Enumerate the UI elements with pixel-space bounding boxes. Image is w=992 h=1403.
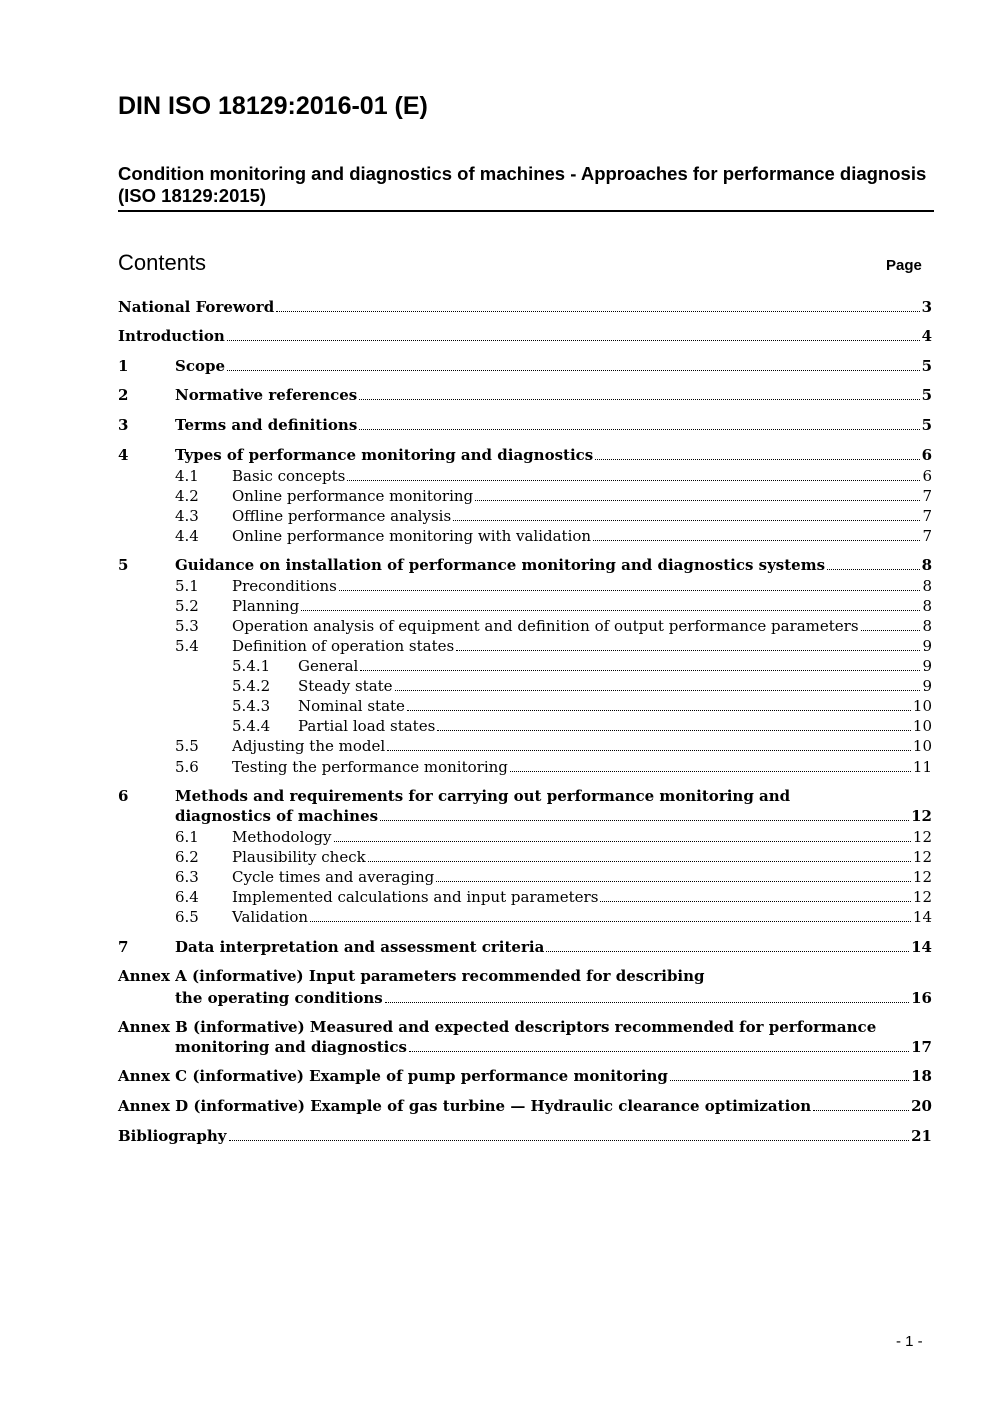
dot-leader	[595, 459, 919, 460]
toc-entry-page: 17	[911, 1038, 932, 1056]
toc-entry-section-4-2[interactable]	[118, 486, 932, 506]
toc-entry-section-1[interactable]	[118, 356, 932, 376]
toc-entry-number: 6.4	[175, 888, 199, 906]
dot-leader	[510, 771, 911, 772]
toc-entry-annex-a-line-2[interactable]	[118, 988, 932, 1008]
toc-entry-number: 4.2	[175, 487, 199, 505]
toc-entry-label: Online performance monitoring with validation	[232, 527, 592, 545]
toc-entry-number: 5.3	[175, 617, 199, 635]
dot-leader	[227, 340, 920, 341]
toc-entry-section-7[interactable]	[118, 937, 932, 957]
toc-entry-introduction[interactable]	[118, 326, 932, 346]
toc-entry-label: Definition of operation states	[232, 637, 455, 655]
toc-entry-page: 6	[921, 446, 932, 464]
toc-entry-page: 10	[912, 737, 932, 755]
toc-entry-section-5[interactable]	[118, 555, 932, 575]
toc-entry-section-6-1[interactable]	[118, 827, 932, 847]
toc-entry-page: 9	[922, 677, 932, 695]
toc-entry-section-5-6[interactable]	[118, 757, 932, 777]
toc-entry-section-5-4-2[interactable]	[118, 676, 932, 696]
toc-entry-number: 5.4.2	[232, 677, 271, 695]
toc-entry-section-6-line-1[interactable]	[118, 786, 932, 806]
toc-entry-number: 6.5	[175, 908, 199, 926]
toc-entry-number: 5.5	[175, 737, 199, 755]
dot-leader	[310, 921, 911, 922]
toc-entry-label: Planning	[232, 597, 300, 615]
toc-entry-page: 7	[922, 487, 932, 505]
dot-leader	[229, 1140, 910, 1141]
toc-entry-section-6-2[interactable]	[118, 847, 932, 867]
toc-entry-number: 4.3	[175, 507, 199, 525]
toc-entry-label: Implemented calculations and input parameters	[232, 888, 599, 906]
toc-entry-national-foreword[interactable]	[118, 297, 932, 317]
toc-entry-label: Cycle times and averaging	[232, 868, 435, 886]
toc-entry-page: 12	[911, 807, 932, 825]
dot-leader	[475, 500, 920, 501]
toc-entry-label: National Foreword	[118, 298, 275, 316]
toc-entry-section-4-3[interactable]	[118, 506, 932, 526]
toc-entry-number: 7	[118, 938, 129, 956]
toc-entry-page: 8	[922, 617, 932, 635]
dot-leader	[347, 480, 920, 481]
toc-entry-label: Bibliography	[118, 1127, 227, 1145]
toc-entry-section-5-3[interactable]	[118, 616, 932, 636]
toc-entry-label: Operation analysis of equipment and definition of output performance parameters	[232, 617, 859, 635]
toc-entry-page: 12	[912, 868, 932, 886]
toc-entry-label: Annex D (informative) Example of gas turbine — Hydraulic clearance optimization	[118, 1097, 812, 1115]
toc-entry-page: 8	[921, 556, 932, 574]
dot-leader	[437, 730, 911, 731]
toc-entry-label: General	[298, 657, 359, 675]
toc-entry-label: Nominal state	[298, 697, 405, 715]
toc-entry-number: 6	[118, 787, 129, 805]
dot-leader	[276, 311, 919, 312]
toc-entry-label: Annex B (informative) Measured and expected descriptors recommended for performance	[118, 1018, 877, 1036]
dot-leader	[409, 1051, 909, 1052]
document-title: DIN ISO 18129:2016-01 (E)	[118, 92, 428, 120]
dot-leader	[546, 951, 909, 952]
toc-entry-label: Preconditions	[232, 577, 337, 595]
toc-entry-section-6-3[interactable]	[118, 867, 932, 887]
dot-leader	[339, 590, 921, 591]
toc-entry-page: 4	[921, 327, 932, 345]
toc-entry-number: 3	[118, 416, 129, 434]
dot-leader	[380, 820, 909, 821]
toc-entry-page: 12	[912, 828, 932, 846]
toc-entry-number: 4.4	[175, 527, 199, 545]
toc-entry-section-4-4[interactable]	[118, 526, 932, 546]
dot-leader	[368, 861, 911, 862]
toc-entry-page: 18	[911, 1067, 932, 1085]
dot-leader	[407, 710, 911, 711]
toc-entry-number: 5.4	[175, 637, 199, 655]
dot-leader	[827, 569, 920, 570]
dot-leader	[359, 429, 919, 430]
toc-entry-annex-b-line-2[interactable]	[118, 1037, 932, 1057]
toc-entry-label: Annex A (informative) Input parameters recommended for describing	[118, 967, 705, 985]
toc-entry-number: 5.4.3	[232, 697, 271, 715]
dot-leader	[861, 630, 921, 631]
toc-entry-number: 5.4.4	[232, 717, 271, 735]
toc-entry-annex-b-line-1[interactable]	[118, 1017, 932, 1037]
toc-entry-section-3[interactable]	[118, 415, 932, 435]
toc-entry-label: Partial load states	[298, 717, 436, 735]
dot-leader	[227, 370, 920, 371]
toc-entry-bibliography[interactable]	[118, 1126, 932, 1146]
page-number: - 1 -	[896, 1333, 923, 1350]
toc-entry-annex-d[interactable]	[118, 1096, 932, 1116]
toc-entry-page: 8	[922, 597, 932, 615]
toc-entry-label: Offline performance analysis	[232, 507, 452, 525]
toc-entry-page: 5	[921, 416, 932, 434]
page-column-heading: Page	[886, 257, 922, 274]
toc-entry-page: 7	[922, 507, 932, 525]
toc-entry-page: 11	[912, 758, 932, 776]
toc-entry-section-6-line-2[interactable]	[118, 806, 932, 826]
dot-leader	[453, 520, 920, 521]
toc-entry-label: Introduction	[118, 327, 225, 345]
toc-entry-page: 14	[912, 908, 932, 926]
dot-leader	[301, 610, 920, 611]
toc-entry-label: Plausibility check	[232, 848, 366, 866]
toc-entry-label: monitoring and diagnostics	[175, 1038, 407, 1056]
toc-entry-page: 5	[921, 357, 932, 375]
toc-entry-page: 12	[912, 848, 932, 866]
toc-entry-section-6-5[interactable]	[118, 907, 932, 927]
toc-entry-page: 8	[922, 577, 932, 595]
toc-entry-section-5-5[interactable]	[118, 736, 932, 756]
toc-entry-number: 5.6	[175, 758, 199, 776]
toc-entry-label: Methodology	[232, 828, 332, 846]
toc-entry-label: Validation	[232, 908, 309, 926]
toc-entry-page: 12	[912, 888, 932, 906]
toc-entry-page: 9	[922, 637, 932, 655]
toc-entry-label: Types of performance monitoring and diagnostics	[175, 446, 594, 464]
toc-entry-page: 10	[912, 697, 932, 715]
dot-leader	[436, 881, 911, 882]
toc-entry-label: Terms and definitions	[175, 416, 358, 434]
toc-entry-page: 16	[911, 989, 932, 1007]
toc-entry-number: 1	[118, 357, 129, 375]
toc-entry-label: Steady state	[298, 677, 393, 695]
toc-entry-label: Adjusting the model	[232, 737, 386, 755]
dot-leader	[670, 1080, 909, 1081]
toc-entry-annex-c[interactable]	[118, 1066, 932, 1086]
toc-entry-section-5-2[interactable]	[118, 596, 932, 616]
dot-leader	[334, 841, 911, 842]
toc-entry-page: 21	[911, 1127, 932, 1145]
contents-heading: Contents	[118, 250, 207, 275]
toc-entry-section-4[interactable]	[118, 445, 932, 465]
toc-entry-number: 5.1	[175, 577, 199, 595]
toc-entry-number: 4.1	[175, 467, 199, 485]
toc-entry-page: 10	[912, 717, 932, 735]
document-subtitle: Condition monitoring and diagnostics of machines - Approaches for performance diagnosis (ISO 18129:2015)	[118, 163, 927, 206]
toc-entry-number: 6.2	[175, 848, 199, 866]
toc-entry-label: Online performance monitoring	[232, 487, 474, 505]
toc-entry-section-5-1[interactable]	[118, 576, 932, 596]
toc-entry-number: 4	[118, 446, 129, 464]
toc-entry-label: Annex C (informative) Example of pump performance monitoring	[118, 1067, 668, 1085]
toc-entry-page: 5	[921, 386, 932, 404]
toc-entry-label: Scope	[175, 357, 226, 375]
toc-entry-section-5-4-1[interactable]	[118, 656, 932, 676]
toc-entry-annex-a-line-1[interactable]	[118, 966, 932, 986]
dot-leader	[360, 670, 920, 671]
toc-entry-page: 7	[922, 527, 932, 545]
toc-entry-label: Methods and requirements for carrying out performance monitoring and	[175, 787, 791, 805]
toc-entry-page: 20	[911, 1097, 932, 1115]
toc-entry-number: 6.1	[175, 828, 199, 846]
toc-entry-page: 6	[922, 467, 932, 485]
subtitle-divider	[118, 210, 934, 212]
toc-entry-label: Guidance on installation of performance monitoring and diagnostics systems	[175, 556, 826, 574]
toc-entry-section-5-4-4[interactable]	[118, 716, 932, 736]
dot-leader	[395, 690, 921, 691]
dot-leader	[600, 901, 910, 902]
toc-entry-label: Data interpretation and assessment criteria	[175, 938, 545, 956]
toc-entry-number: 6.3	[175, 868, 199, 886]
toc-entry-number: 5.4.1	[232, 657, 271, 675]
toc-entry-label: Testing the performance monitoring	[232, 758, 508, 776]
toc-entry-label: Normative references	[175, 386, 358, 404]
toc-entry-page: 9	[922, 657, 932, 675]
dot-leader	[359, 399, 919, 400]
toc-entry-label: the operating conditions	[175, 989, 383, 1007]
toc-entry-number: 5	[118, 556, 129, 574]
toc-entry-number: 5.2	[175, 597, 199, 615]
toc-entry-section-2[interactable]	[118, 385, 932, 405]
toc-entry-section-4-1[interactable]	[118, 466, 932, 486]
dot-leader	[385, 1002, 909, 1003]
dot-leader	[387, 750, 911, 751]
dot-leader	[456, 650, 920, 651]
toc-entry-page: 14	[911, 938, 932, 956]
dot-leader	[813, 1110, 909, 1111]
toc-entry-section-5-4[interactable]	[118, 636, 932, 656]
toc-entry-label: Basic concepts	[232, 467, 346, 485]
toc-entry-page: 3	[921, 298, 932, 316]
toc-entry-section-6-4[interactable]	[118, 887, 932, 907]
dot-leader	[593, 540, 920, 541]
toc-entry-number: 2	[118, 386, 129, 404]
toc-entry-label: diagnostics of machines	[175, 807, 379, 825]
toc-entry-section-5-4-3[interactable]	[118, 696, 932, 716]
